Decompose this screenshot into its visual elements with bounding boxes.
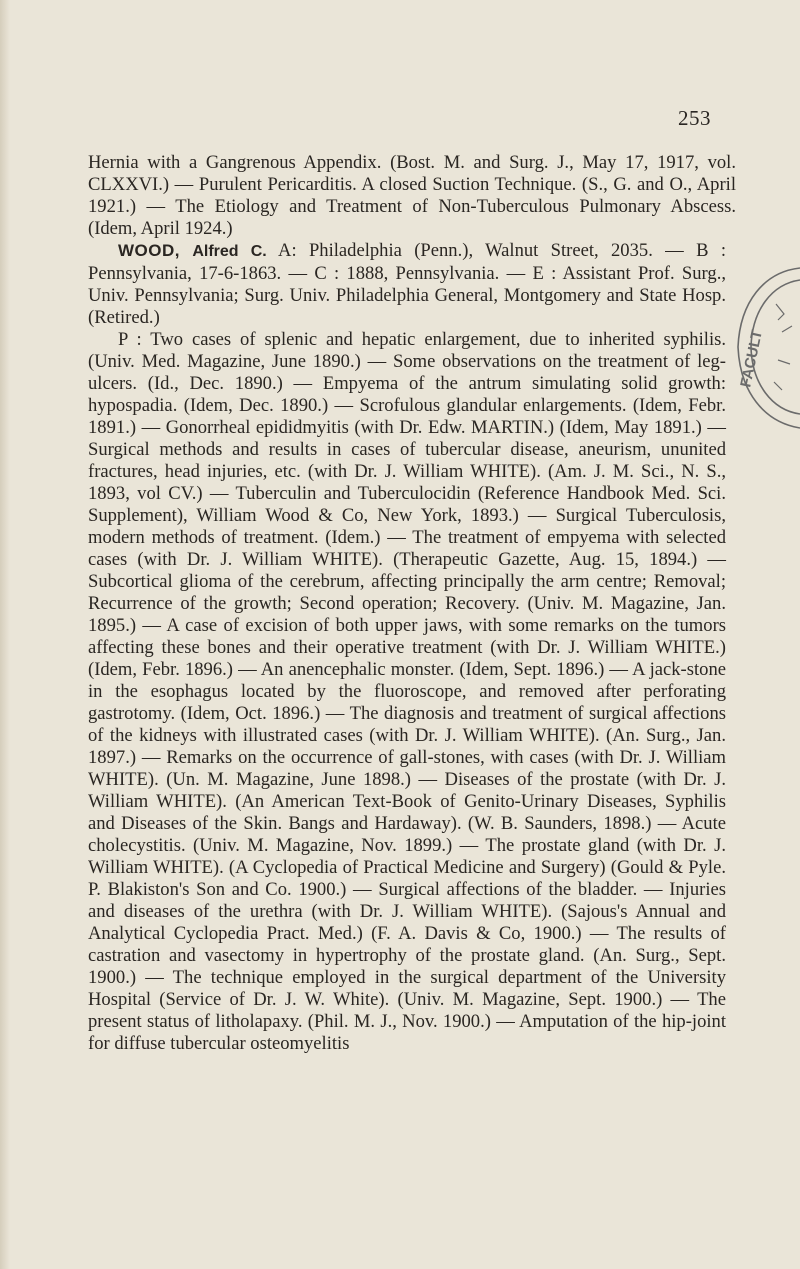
library-stamp-icon [704,262,800,432]
continued-paragraph: Hernia with a Gangrenous Appendix. (Bost. M. and Surg. J., May 17, 1917, vol. CLXXVI.) — Purulent Pericarditis. A closed Suction Technique. (S., G. and O., April 1921.) — The Etiology and Treatment of Non-Tuberculous Pulmonary Abscess. (Idem, April 1924.) [88,152,736,239]
entry-surname: WOOD, [118,241,180,260]
page-number: 253 [678,106,711,130]
entry-given-name: Alfred C. [192,243,267,260]
entry-biography: A: Philadelphia (Penn.), Walnut Street, 2035. — B : Pennsylvania, 17-6-1863. — C : 1888, Pennsylvania. — E : Assistant Prof. Surg., Univ. Pennsylvania; Surg. Univ. Philadelphia General, Montgomery and State Hosp. (Retired.) [88,240,727,328]
entry-publications: P : Two cases of splenic and hepatic enlargement, due to inherited syphilis. (Univ. Med. Magazine, June 1890.) — Some observations on the treatment of leg-ulcers. (Id., Dec. 1890.) — Empyema of the antrum simulating solid growth: hypospadia. (Idem, Dec. 1890.) — Scrofulous glandular enlargements. (Idem, Febr. 1891.) — Gonorrheal epididmyitis (with Dr. Edw. MARTIN.) (Idem, May 1891.) — Surgical methods and results in cases of tubercular disease, aneurism, ununited fractures, head injuries, etc. (with Dr. J. William WHITE). (Am. J. M. Sci., N. S., 1893, vol CV.) — Tuberculin and Tuberculocidin (Reference Handbook Med. Sci. Supplement), William Wood & Co, New York, 1893.) — Surgical Tuberculosis, modern methods of treatment. (Idem.) — The treatment of empyema with selected cases (with Dr. J. William WHITE). (Therapeutic Gazette, Aug. 15, 1894.) — Subcortical glioma of the cerebrum, affecting principally the arm centre; Removal; Recurrence of the growth; Second operation; Recovery. (Univ. M. Magazine, Jan. 1895.) — A case of excision of both upper jaws, with some remarks on the tumors affecting these bones and their operative treatment (with Dr. J. William WHITE.) (Idem, Febr. 1896.) — An anencephalic monster. (Idem, Sept. 1896.) — A jack-stone in the esophagus located by the fluoroscope, and removed after perforating gastrotomy. (Idem, Oct. 1896.) — The diagnosis and treatment of surgical affections of the kidneys with illustrated cases (with Dr. J. William WHITE). (An. Surg., Jan. 1897.) — Remarks on the occurrence of gall-stones, with cases (with Dr. J. William WHITE). (Un. M. Magazine, June 1898.) — Diseases of the prostate (with Dr. J. William WHITE). (An American Text-Book of Genito-Urinary Diseases, Syphilis and Diseases of the Skin. Bangs and Hardaway). (W. B. Saunders, 1898.) — Acute cholecystitis. (Univ. M. Magazine, Nov. 1899.) — The prostate gland (with Dr. J. William WHITE). (A Cyclopedia of Practical Medicine and Surgery) (Gould & Pyle. P. Blakiston's Son and Co. 1900.) — Surgical affections of the bladder. — Injuries and diseases of the urethra (with Dr. J. William WHITE). (Sajous's Annual and Analytical Cyclopedia Pract. Med.) (F. A. Davis & Co, 1900.) — The results of castration and vasectomy in hypertrophy of the prostate gland. (An. Surg., Sept. 1900.) — The technique employed in the surgical department of the University Hospital (Service of Dr. J. W. White). (Univ. M. Magazine, Sept. 1900.) — The present status of litholapaxy. (Phil. M. J., Nov. 1900.) — Amputation of the hip-joint for diffuse tubercular osteomyelitis [88,329,726,1054]
biographical-entry [88,240,726,1055]
page-body [88,152,736,1055]
page-edge-shadow [0,0,10,1269]
stamp-text: FACULT [737,328,766,389]
entry-heading [88,240,726,329]
